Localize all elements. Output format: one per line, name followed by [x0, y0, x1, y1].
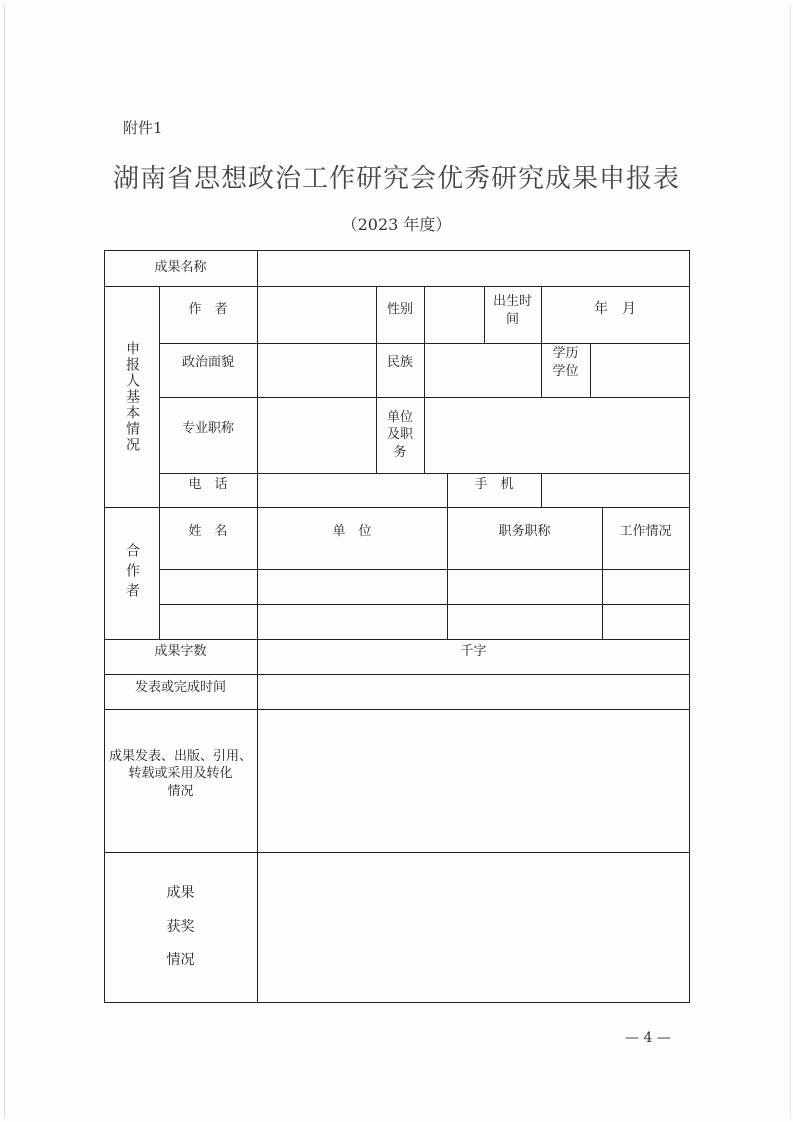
professional-title-label: 专业职称 [181, 421, 234, 437]
political-field[interactable] [258, 344, 376, 397]
award-field[interactable] [258, 853, 689, 1002]
grid-line [689, 250, 690, 1002]
applicant-section-label: 申报人基本情况 [123, 340, 140, 453]
publication-label: 成果发表、出版、引用、 转载或采用及转化 情况 [108, 748, 252, 799]
gender-label: 性别 [386, 301, 413, 317]
ethnicity-field[interactable] [425, 344, 541, 397]
phone-label: 电 话 [188, 477, 228, 493]
grid-line [159, 569, 690, 570]
phone-field[interactable] [258, 474, 447, 507]
publication-field[interactable] [258, 710, 689, 852]
document-title: 湖南省思想政治工作研究会优秀研究成果申报表 [112, 164, 680, 194]
achievement-name-field[interactable] [258, 251, 689, 286]
grid-line [159, 604, 690, 605]
award-label: 成果 获奖 情况 [166, 885, 195, 969]
collab-name-header: 姓 名 [188, 524, 228, 540]
collab-position-header: 职务职称 [498, 524, 551, 540]
grid-line [159, 286, 160, 639]
grid-line [104, 1002, 690, 1003]
publish-time-label: 发表或完成时间 [134, 680, 226, 696]
professional-title-field[interactable] [258, 398, 376, 473]
attachment-label: 附件1 [123, 119, 163, 137]
word-count-unit[interactable]: 千字 [460, 643, 487, 659]
birth-label: 出生时 间 [492, 294, 532, 327]
unit-position-label: 单位 及职 务 [386, 409, 413, 460]
political-label: 政治面貌 [181, 355, 234, 371]
collab-unit-header: 单 位 [332, 524, 372, 540]
gender-field[interactable] [425, 287, 484, 343]
birth-value[interactable]: 年 月 [594, 301, 636, 318]
author-label: 作 者 [188, 301, 228, 317]
unit-position-field[interactable] [425, 398, 689, 473]
achievement-name-label: 成果名称 [154, 260, 207, 276]
mobile-label: 手 机 [474, 477, 514, 493]
mobile-field[interactable] [542, 474, 689, 507]
document-year: （2023 年度） [341, 215, 452, 234]
word-count-label: 成果字数 [154, 643, 207, 659]
collab-work-header: 工作情况 [619, 524, 672, 540]
page-number: — 4 — [625, 1030, 671, 1046]
author-field[interactable] [258, 287, 376, 343]
education-field[interactable] [591, 344, 689, 397]
ethnicity-label: 民族 [386, 355, 413, 371]
collaborators-label: 合作者 [123, 543, 140, 603]
education-label: 学历 学位 [552, 346, 579, 379]
publish-time-field[interactable] [258, 675, 689, 709]
